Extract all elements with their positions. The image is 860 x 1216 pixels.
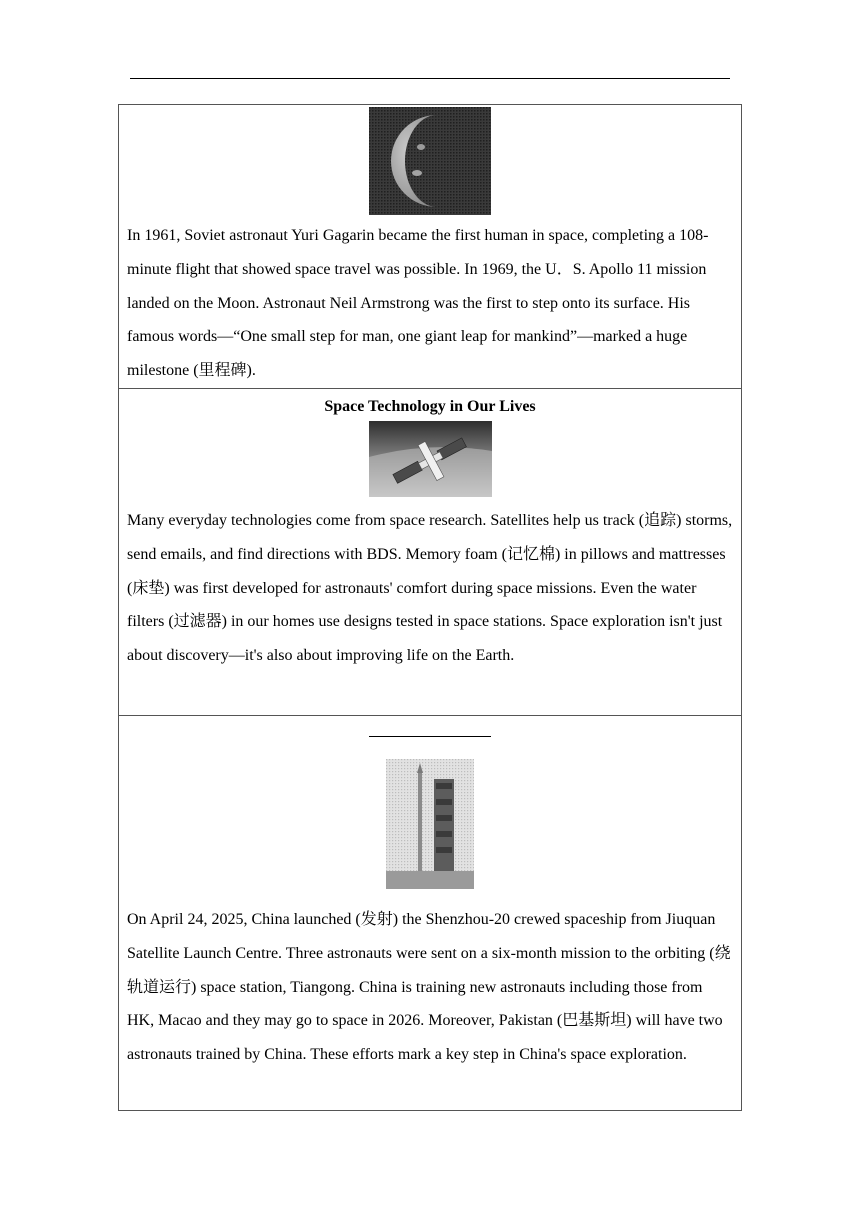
section-row-technology (119, 388, 742, 715)
history-paragraph: In 1961, Soviet astronaut Yuri Gagarin became the first human in space, completing a 108-minute flight that showed space travel was possible. In 1969, the U．S. Apollo 11 mission landed on the Moon. Astronaut Neil Armstrong was the first to step onto its surface. His famous words—“One small step for man, one giant leap for mankind”—marked a huge milestone (里程碑). (127, 227, 709, 380)
header-rule (130, 78, 730, 79)
section-row-shenzhou (119, 715, 742, 1110)
shenzhou-paragraph: On April 24, 2025, China launched (发射) the Shenzhou-20 crewed spaceship from Jiuquan Satellite Launch Centre. Three astronauts were sent on a six-month mission to the orbiting (绕轨道运行) space station, Tiangong. China is training new astronauts including those from HK, Macao and they may go to space in 2026. Moreover, Pakistan (巴基斯坦) will have two astronauts trained by China. These efforts mark a key step in China's space exploration. (127, 910, 731, 1064)
crescent-moon-photo (369, 107, 491, 215)
space-station-photo (369, 421, 492, 497)
section-row-history (119, 105, 742, 389)
heading-blank-line (369, 736, 491, 737)
technology-paragraph: Many everyday technologies come from space research. Satellites help us track (追踪) storms, send emails, and find directions with BDS. Memory foam (记忆棉) in pillows and mattresses (床垫) was first developed for astronauts' comfort during space missions. Even the water filters (过滤器) in our homes use designs tested in space stations. Space exploration isn't just about discovery—it's also about improving life on the Earth. (127, 511, 733, 665)
content-table (118, 104, 742, 1111)
rocket-launch-tower-photo (386, 759, 474, 889)
section-heading: Space Technology in Our Lives (324, 397, 536, 415)
